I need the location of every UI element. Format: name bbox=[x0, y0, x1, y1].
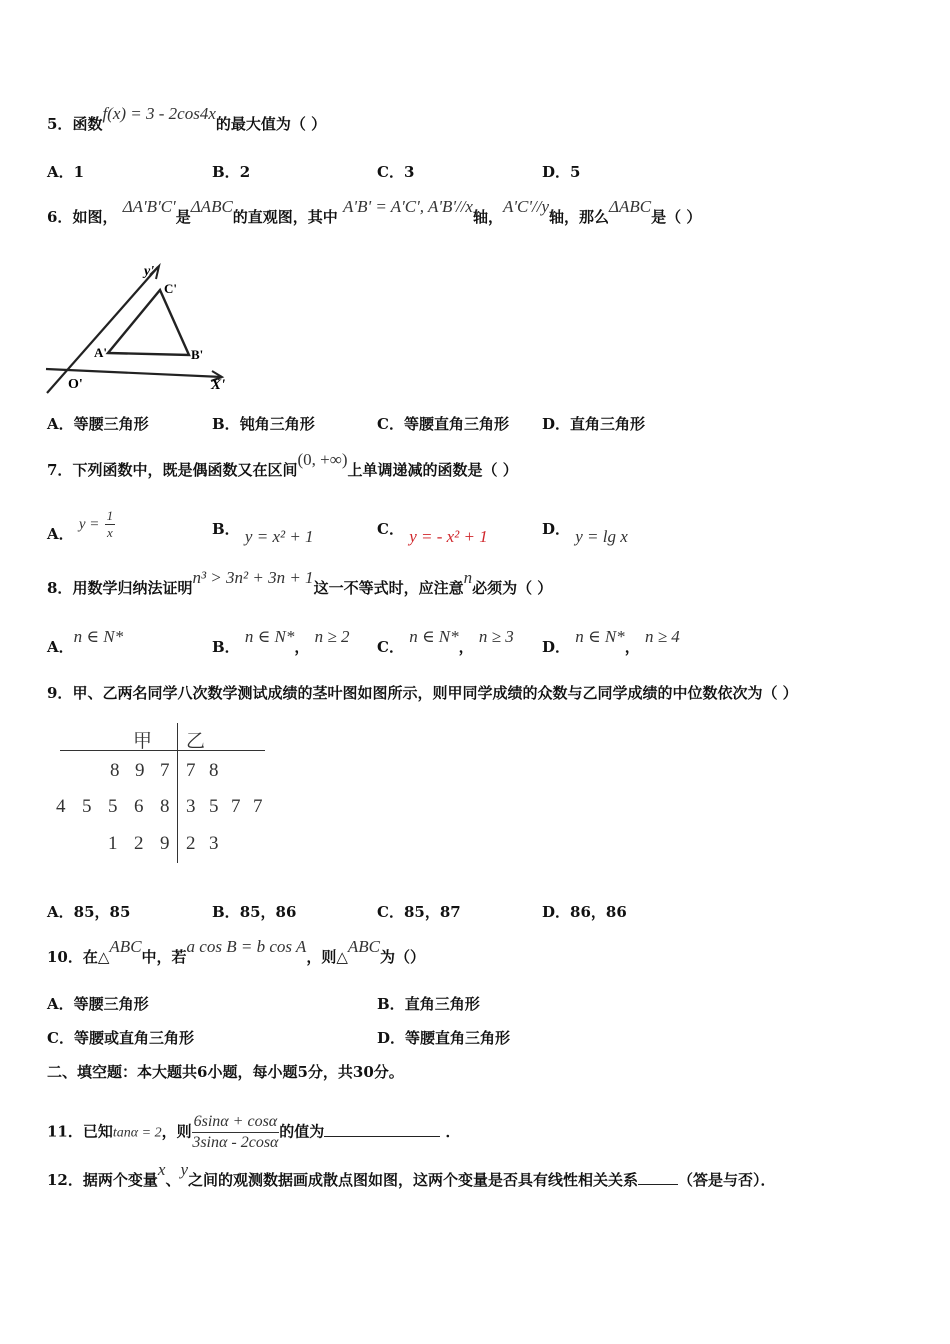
q10-option-b[interactable]: B．直角三角形 bbox=[377, 995, 480, 1013]
q5-option-c[interactable]: C．3 bbox=[377, 163, 415, 181]
right-head: 乙 bbox=[186, 731, 206, 752]
q10-option-a[interactable]: A．等腰三角形 bbox=[47, 995, 149, 1013]
q9-option-c[interactable]: C．85，87 bbox=[377, 903, 461, 921]
label-y: y' bbox=[144, 264, 155, 279]
q6-option-d[interactable]: D．直角三角形 bbox=[542, 415, 646, 433]
q9-option-d[interactable]: D．86，86 bbox=[542, 903, 627, 921]
q8-option-b[interactable]: B． n ∈ N*， n ≥ 2 bbox=[212, 627, 350, 656]
q9-option-b[interactable]: B．85，86 bbox=[212, 903, 297, 921]
section-2-heading: 二、填空题：本大题共6小题，每小题5分，共30分。 bbox=[47, 1063, 404, 1081]
q7-option-b[interactable]: B． y = x² + 1 bbox=[212, 520, 314, 546]
q10-option-d[interactable]: D．等腰直角三角形 bbox=[377, 1029, 511, 1047]
stem-9: 9 bbox=[160, 833, 170, 854]
label-c: C' bbox=[164, 281, 177, 296]
q6-figure bbox=[44, 255, 244, 400]
q10-stem: 10．在△ABC中，若a cos B = b cos A，则△ABC为（） bbox=[47, 937, 425, 966]
label-x: X' bbox=[211, 377, 226, 393]
q12-answer-blank[interactable] bbox=[638, 1170, 678, 1185]
stem-8: 8 bbox=[160, 796, 170, 817]
q11-answer-blank[interactable] bbox=[324, 1122, 440, 1137]
q8-option-d[interactable]: D． n ∈ N*， n ≥ 4 bbox=[542, 627, 680, 656]
q11-stem: 11．已知tanα = 2，则 $\frac{6\sin\alpha + \cos\alpha}{3\sin\alpha - 2\cos\alpha}$ 的值为 ． bbox=[47, 1113, 461, 1151]
q10-option-c[interactable]: C．等腰或直角三角形 bbox=[47, 1029, 194, 1047]
q6-option-b[interactable]: B．钝角三角形 bbox=[212, 415, 315, 433]
q8-option-c[interactable]: C． n ∈ N*， n ≥ 3 bbox=[377, 627, 514, 656]
q9-stem: 9．甲、乙两名同学八次数学测试成绩的茎叶图如图所示，则甲同学成绩的众数与乙同学成绩的中位数依次为（ ） bbox=[47, 684, 798, 702]
q5-option-b[interactable]: B．2 bbox=[212, 163, 251, 181]
q9-option-a[interactable]: A．85，85 bbox=[47, 903, 131, 921]
q7-option-d[interactable]: D． y = lg x bbox=[542, 520, 628, 546]
x-axis-line bbox=[46, 369, 222, 377]
stem-7: 7 bbox=[160, 760, 170, 781]
label-o: O' bbox=[68, 377, 83, 392]
triangle-abc bbox=[108, 290, 189, 355]
q12-stem: 12．据两个变量x、y之间的观测数据画成散点图如图，这两个变量是否具有线性相关关系 （答是与否）． bbox=[47, 1160, 776, 1189]
q6-option-c[interactable]: C．等腰直角三角形 bbox=[377, 415, 509, 433]
q7-option-c[interactable]: C． y = - x² + 1 bbox=[377, 520, 488, 546]
q7-option-a[interactable]: A． y = $\frac{1}{x}$ bbox=[47, 508, 114, 543]
q7-stem: 7．下列函数中，既是偶函数又在区间(0, +∞)上单调递减的函数是（ ） bbox=[47, 450, 518, 479]
q6-stem: 6．如图， ΔA'B'C'是ΔABC的直观图，其中 A'B' = A'C', A'B'//x轴，A'C'//y轴，那么ΔABC是（ ） bbox=[47, 197, 702, 226]
q5-stem: 5．函数f(x) = 3 - 2cos4x的最大值为（ ） bbox=[47, 104, 327, 133]
q5-formula: f(x) = 3 - 2cos4x bbox=[102, 104, 216, 123]
q5-option-d[interactable]: D．5 bbox=[542, 163, 581, 181]
q5-option-a[interactable]: A．1 bbox=[47, 163, 85, 181]
q8-option-a[interactable]: A．n ∈ N* bbox=[47, 627, 124, 656]
q8-stem: 8．用数学归纳法证明n³ > 3n² + 3n + 1这一不等式时，应注意n必须为（ ） bbox=[47, 568, 553, 597]
label-a: A' bbox=[94, 345, 107, 360]
left-head: 甲 bbox=[133, 731, 153, 752]
label-b: B' bbox=[191, 347, 204, 362]
q6-option-a[interactable]: A．等腰三角形 bbox=[47, 415, 149, 433]
